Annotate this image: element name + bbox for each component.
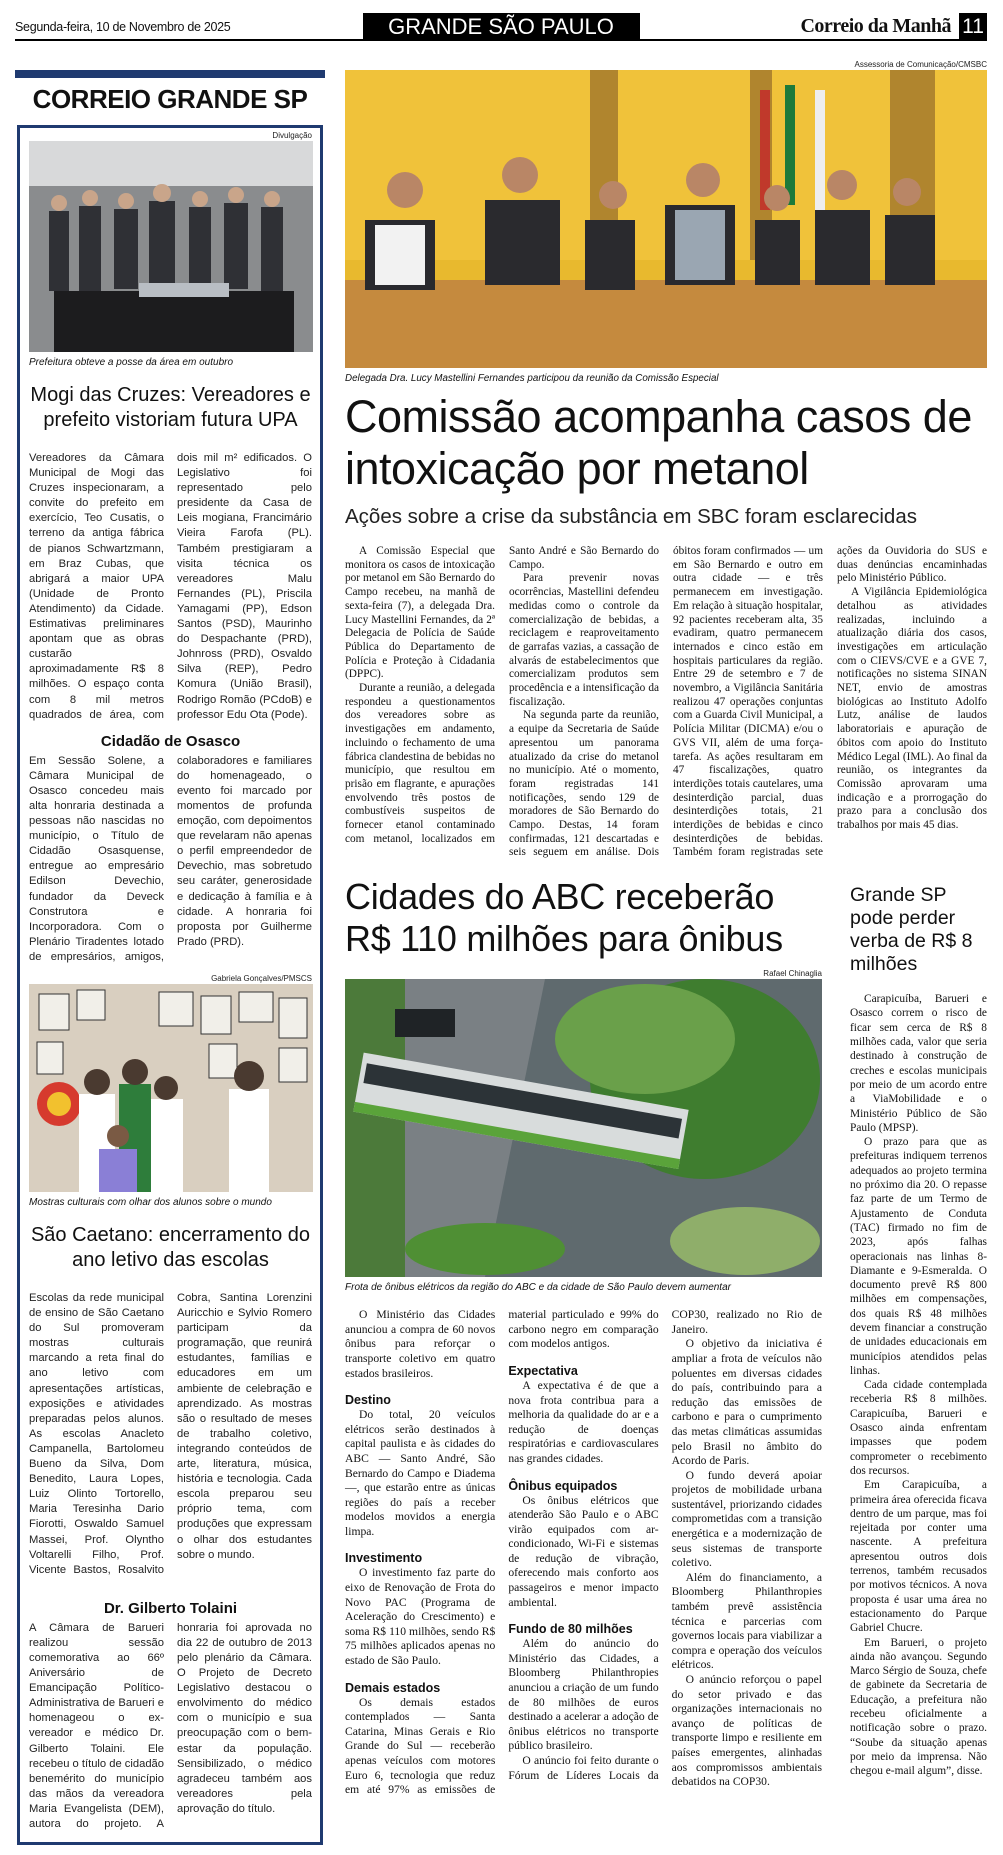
abc-article bbox=[345, 876, 822, 1798]
paragraph: Do total, 20 veículos elétricos serão destinados à capital paulista e às cidades do ABC — Santo André, São Bernardo do Campo e Diadema —, que estarão entre as únicas regiões do país a receber modelos movidos a energia limpa. bbox=[345, 1408, 496, 1538]
photo-caption: Prefeitura obteve a posse da área em outubro bbox=[29, 357, 234, 368]
article-body: Escolas da rede municipal de ensino de São Caetano do Sul promoveram mostras culturais marcando a reta final do ano letivo com apresentações artísticas, exposições e atividades preparadas pelos alunos. As escolas Anacleto Campanella, Bartolomeu Bueno da Silva, Dom Benedito, Laura Lopes, Luiz Olinto Tortorello, Maria Teresinha Dario Fiorotti, Oswaldo Samuel Massei, Prof. Olyntho Voltarelli Filho, Prof. Vicente Bastos, Rosalvito Cobra, Santina Lorenzini Auricchio e Sylvio Romero participam da programação, que reunirá estudantes, famílias e educadores em um ambiente de celebração e aprendizado. As mostras são o resultado de meses de trabalho coletivo, integrando conteúdos de arte, literatura, música, história e tecnologia. Cada escola preparou seu próprio tema, com produções que expressam o olhar dos estudantes sobre o mundo. bbox=[29, 1292, 312, 1576]
brand-block bbox=[657, 13, 987, 40]
section-subheading: Destino bbox=[345, 1393, 391, 1408]
photo-illustration bbox=[345, 979, 822, 1277]
section-subheading: Demais estados bbox=[345, 1680, 441, 1695]
photo-commission-meeting bbox=[345, 70, 987, 368]
paragraph: A Vigilância Epidemiológica detalhou as atividades realizadas, incluindo a atualização diária dos casos, investigações em articulação com o CIEVS/CVE e a GVE 7, notificações no sistema SINAN NET, envio de amostras biológicas ao Instituto Adolfo Lutz, análise de laudos laboratoriais e apuração de óbitos com apoio do Instituto Médico Legal (IML). Ao final da reunião, os integrantes da Comissão aprovaram uma indicação e a prorrogação do prazo para a conclusão dos trabalhos por mais 45 dias. bbox=[837, 586, 987, 832]
photo-caption: Frota de ônibus elétricos da região do ABC e da cidade de São Paulo devem aumentar bbox=[345, 1282, 731, 1294]
photo-illustration bbox=[345, 70, 987, 368]
paragraph: Carapicuíba, Barueri e Osasco correm o risco de ficar sem cerca de R$ 8 milhões cada, valor que seria destinado à construção de creches e escolas municipais por meio de um acordo entre a ViaMobilidade e o Ministério Público de São Paulo (MPSP). bbox=[850, 993, 987, 1134]
section-subheading: Expectativa bbox=[508, 1363, 578, 1378]
photo-credit: Gabriela Gonçalves/PMSCS bbox=[211, 974, 312, 983]
photo-caption: Mostras culturais com olhar dos alunos sobre o mundo bbox=[29, 1197, 272, 1208]
article-headline: Mogi das Cruzes: Vereadores e prefeito vistoriam futura UPA bbox=[30, 384, 311, 431]
article-body: A Câmara de Barueri realizou sessão comemorativa ao 66º Aniversário de Emancipação Político-Administrativa de Barueri e homenageou o ex-vereador e médico Dr. Gilberto Tolaini. Ele recebeu o título de cidadão benemérito do município das mãos da vereadora Maria Evangelista (DEM), autora do projeto. A honraria foi aprovada no dia 22 de outubro de 2013 pelo plenário da Câmara. O Projeto de Decreto Legislativo destacou o envolvimento do médico com o município e sua preocupação com o bem-estar da população. Sensibilizado, o médico agradeceu também aos vereadores pela aprovação do título. bbox=[29, 1621, 312, 1830]
page-header bbox=[15, 14, 987, 41]
article-headline: Cidadão de Osasco bbox=[100, 732, 241, 750]
section-subheading: Ônibus equipados bbox=[508, 1478, 618, 1493]
paragraph: O objetivo da iniciativa é ampliar a frota de veículos não poluentes em diversas cidades do país, contribuindo para a redução das emissões de carbono e para o cumprimento das metas climáticas assumidas pelo Brasil no âmbito do Acordo de Paris. bbox=[671, 1337, 822, 1468]
main-article-body bbox=[345, 545, 987, 860]
gsp-article bbox=[850, 876, 987, 1778]
page-layout bbox=[15, 59, 987, 1845]
paragraph: O investimento faz parte do eixo de Renovação de Frota do Novo PAC (Programa de Aceleração do Crescimento) e soma R$ 110 milhões, sendo R$ 75 milhões aplicados apenas no estado de São Paulo. bbox=[345, 1566, 496, 1668]
paragraph: Para prevenir novas ocorrências, Mastellini defendeu medidas como o controle da comercialização de bebidas, a reciclagem e reaproveitamento de garrafas vazias, a cassação de alvarás de estabelecimentos que comercializam produtos sem procedência e a intensificação da fiscalização. bbox=[509, 572, 659, 708]
article-headline: Dr. Gilberto Tolaini bbox=[103, 1599, 238, 1617]
photo-school-exhibit bbox=[29, 984, 312, 1192]
photo-illustration bbox=[29, 141, 313, 352]
page-number: 11 bbox=[959, 13, 987, 40]
paragraph: Em Carapicuíba, a primeira área oferecida ficava dentro de um parque, mas foi rejeitada por conter uma nascente. A prefeitura apresentou outros dois terrenos, também recusados por motivos técnicos. A nova proposta é usar uma área no estacionamento do Parque Gabriel Chucre. bbox=[850, 1479, 987, 1635]
photo-credit: Assessoria de Comunicação/CMSBC bbox=[854, 60, 987, 69]
main-headline: Comissão acompanha casos de intoxicação por metanol bbox=[345, 391, 972, 494]
paragraph: Os ônibus elétricos que atenderão São Paulo e o ABC virão equipados com ar-condicionado, Wi-Fi e sistemas de redução de vibração, oferecendo mais conforto aos passageiros e menor impacto ambiental. bbox=[508, 1493, 659, 1609]
section-subheading: Investimento bbox=[345, 1551, 423, 1566]
paragraph: Os demais estados contemplados — Santa Catarina, Minas Gerais e Rio Grande do Sul — receberão apenas veículos com motores Euro 6, tecnologia que reduz em até 97% as emissões de material particulado e 99% do carbono negro em comparação com modelos antigos. bbox=[345, 1308, 659, 1797]
photo-electric-buses bbox=[345, 979, 822, 1277]
photo-caption: Delegada Dra. Lucy Mastellini Fernandes participou da reunião da Comissão Especial bbox=[345, 373, 719, 384]
abc-headline: Cidades do ABC receberão R$ 110 milhões para ônibus bbox=[345, 876, 783, 960]
photo-illustration bbox=[29, 984, 313, 1192]
paragraph: Cada cidade contemplada receberia R$ 8 milhões. Carapicuíba, Barueri e Osasco ainda enfrentam impasses que podem comprometer o recebimento dos recursos. bbox=[850, 1379, 987, 1477]
main-subheadline: Ações sobre a crise da substância em SBC foram esclarecidas bbox=[345, 505, 917, 528]
photo-credit: Divulgação bbox=[272, 131, 312, 140]
gsp-headline: Grande SP pode perder verba de R$ 8 milhões bbox=[850, 884, 973, 976]
paragraph: A Comissão Especial que monitora os casos de intoxicação por metanol em São Bernardo do Campo recebeu, na manhã de sexta-feira (7), a delegada Dra. Lucy Mastellini Fernandes, da 2ª Delegacia de Polícia de Saúde Pública do Departamento de Polícia e Proteção à Cidadania (DPPC). bbox=[345, 545, 495, 681]
gsp-article-body bbox=[850, 992, 987, 1778]
paragraph: Na segunda parte da reunião, a equipe da Secretaria de Saúde apresentou um panorama atualizado da crise do metanol no município. Até o momento, foram registradas 141 notificações, sendo 129 de moradores de São Bernardo do Campo. Destas, 14 foram confirmadas, 121 descartadas e seis seguem em análise. Dois óbitos foram confirmados — um em São Bernardo e outro em outra cidade — e três permanecem em investigação. Em relação à situação hospitalar, 92 pacientes receberam alta, 35 evadiram, quatro permanecem internados e cinco estão em hospitais particulares da região. Entre 29 de setembro e 7 de novembro, a Vigilância Sanitária realizou 47 operações conjuntas com a Guarda Civil Municipal, a Polícia Militar (DICMA) e/ou o GVS VII, além de uma força-tarefa. As ações resultaram em 47 fiscalizações, quatro interdições totais cautelares, uma desinterdição parcial, duas desinterdições totais, 21 interdições de bebidas e cinco desinterdições de bebidas. Também foram registradas sete ações da Ouvidoria do SUS e duas denúncias encaminhadas pelo Ministério Público. bbox=[509, 545, 987, 859]
paragraph: O anúncio foi feito durante o Fórum de Líderes Locais da COP30, realizado no Rio de Janeiro. bbox=[508, 1308, 822, 1782]
paragraph: O fundo deverá apoiar projetos de mobilidade urbana sustentável, priorizando cidades comprometidas com a transição energética e a modernização de seus sistemas de transporte coletivo. bbox=[671, 1468, 822, 1570]
lower-section bbox=[345, 876, 987, 1798]
article-body: Vereadores da Câmara Municipal de Mogi das Cruzes inspecionaram, a convite do prefeito em exercício, Teo Cusatis, o terreno da antiga fábrica de pianos Schwartzmann, em Braz Cubas, que abrigará a maior UPA (Unidade de Pronto Atendimento) da Cidade. Estimativas preliminares apontam que as obras custarão aproximadamente R$ 8 milhões. O espaço conta com 8 mil metros quadrados de área, com dois mil m² edificados. O Legislativo foi representado pelo presidente da Casa de Leis mogiana, Francimário Vieira Farofa (PL). Também prestigiaram a visita técnica os vereadores Malu Fernandes (PL), Priscila Yamagami (PP), Edson Santos (PSD), Maurinho do Despachante (PRD), Johnross (PRD), Osvaldo Silva (REP), Pedro Komura (União Brasil), Rodrigo Romão (PCdoB) e professor Edu Ota (Pode). bbox=[29, 452, 312, 721]
sidebar bbox=[15, 59, 325, 1845]
article-body: Em Sessão Solene, a Câmara Municipal de Osasco concedeu mais alta honraria destinada a pessoas não nascidas no município, o Título de Cidadão Osasquense, entregue ao empresário Edilson Devechio, fundador da Deveck Construtora e Incorporadora. Com o Plenário Tiradentes lotado de empresários, amigos, colaboradores e familiares do homenageado, o evento foi marcado por momentos de profunda emoção, com depoimentos que revelaram não apenas o perfil empreendedor de Devechio, mas sobretudo seu caráter, generosidade e dedicação à família e à cidade. A honraria foi proposta por Guilherme Prado (PRD). bbox=[29, 754, 312, 963]
newspaper-logo: Correio da Manhã bbox=[800, 15, 951, 37]
photo-upa-visit bbox=[29, 141, 312, 352]
paragraph: A expectativa é de que a nova frota contribua para a melhoria da qualidade do ar e a redução de doenças respiratórias e cardiovasculares nas grandes cidades. bbox=[508, 1378, 659, 1465]
section-title: GRANDE SÃO PAULO bbox=[363, 13, 640, 40]
paragraph: Além do financiamento, a Bloomberg Philanthropies também prevê assistência técnica e parcerias com governos locais para viabilizar a compra e operação dos veículos elétricos. bbox=[671, 1570, 822, 1672]
paragraph: O Ministério das Cidades anunciou a compra de 60 novos ônibus para reforçar o transporte coletivo em quatro estados brasileiros. bbox=[345, 1308, 496, 1380]
paragraph: O prazo para que as prefeituras indiquem terrenos adequados ao projeto termina no próximo dia 20. O repasse faz parte de um Termo de Ajustamento de Conduta (TAC) firmado no fim de 2023, após falhas operacionais nas linhas 8-Diamante e 9-Esmeralda. O documento prevê R$ 800 milhões em compensações, dos quais R$ 48 milhões devem financiar a construção de unidades educacionais em municípios atendidos pelas linhas. bbox=[850, 1136, 987, 1377]
paragraph: Além do anúncio do Ministério das Cidades, a Bloomberg Philanthropies anunciou a criação de um fundo de 80 milhões de euros destinado a acelerar a adoção de ônibus elétricos no transporte público brasileiro. bbox=[508, 1637, 659, 1753]
sidebar-accent-bar bbox=[15, 70, 325, 78]
paragraph: Durante a reunião, a delegada respondeu a questionamentos dos vereadores sobre as investigações em andamento, incluindo o fechamento de uma fábrica clandestina de bebidas no município, que resultou em prisão em flagrante, e apurações envolvendo três postos de combustíveis suspeitos de fornecer etanol contaminado com metanol, localizados em Santo André e São Bernardo do Campo. bbox=[345, 545, 659, 845]
sidebar-title: CORREIO GRANDE SP bbox=[32, 84, 308, 114]
paragraph: Em Barueri, o projeto ainda não avançou. Segundo Marco Sérgio de Souza, chefe de gabinete da Secretaria de Educação, a prefeitura não recebeu oficialmente a notificação sobre o prazo. “Soube da situação apenas por meio da imprensa. Não chegou e-mail algum”, disse. bbox=[850, 1636, 987, 1778]
edition-date: Segunda-feira, 10 de Novembro de 2025 bbox=[15, 19, 231, 34]
sidebar-box bbox=[17, 125, 323, 1845]
abc-article-body bbox=[345, 1308, 822, 1798]
section-subheading: Fundo de 80 milhões bbox=[508, 1622, 633, 1637]
photo-credit: Rafael Chinaglia bbox=[763, 969, 822, 979]
main-area bbox=[345, 59, 987, 1798]
article-headline: São Caetano: encerramento do ano letivo das escolas bbox=[30, 1224, 311, 1271]
paragraph: O anúncio reforçou o papel do setor privado e das organizações internacionais no avanço de políticas de transporte limpo e resiliente em países emergentes, alinhadas aos compromissos ambientais debatidos na COP30. bbox=[671, 1673, 822, 1789]
